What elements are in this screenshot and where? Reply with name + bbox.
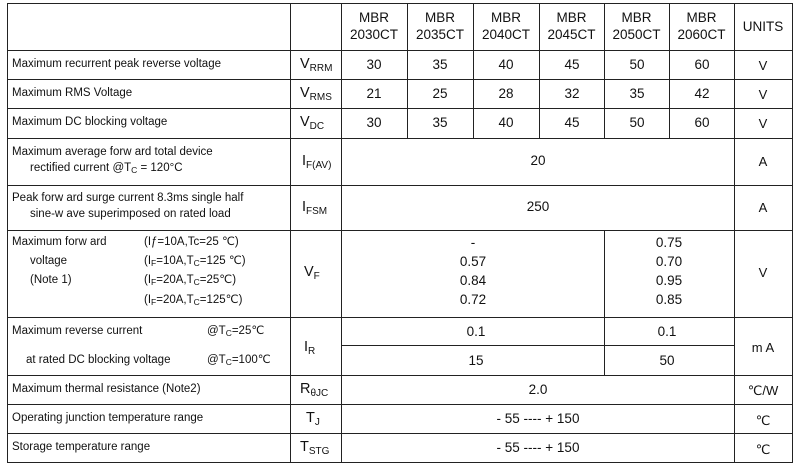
row-ir-condition-2 <box>207 355 271 367</box>
condition-subscript: C <box>193 297 200 307</box>
symbol-letter: V <box>300 114 310 130</box>
row-vrrm-value-2: 35 <box>432 57 448 72</box>
row-vdc-value-5: 50 <box>629 115 645 130</box>
row-vrrm-value-4: 45 <box>564 57 580 72</box>
row-ir-description-line1: Maximum reverse current <box>12 325 143 337</box>
row-vrrm-value-1: 30 <box>366 57 382 72</box>
symbol-letter: R <box>300 381 311 397</box>
row-vf-right-value-3: 0.95 <box>655 273 683 288</box>
symbol-letter: T <box>306 410 315 426</box>
model-name-line1: MBR <box>491 10 521 25</box>
row-ifsm-description-line2: sine-w ave superimposed on rated load <box>30 208 231 220</box>
model-name-line2: 2030CT <box>349 26 399 42</box>
row-tj-description: Operating junction temperature range <box>12 412 204 424</box>
row-vf-condition-1: (Iƒ=10A,Tc=25 ℃) <box>144 236 239 248</box>
symbol-letter: I <box>302 199 307 215</box>
condition-subscript: C <box>193 258 200 268</box>
model-name-line2: 2060CT <box>677 26 726 42</box>
condition-subscript: F <box>151 258 157 268</box>
row-vdc-value-2: 35 <box>432 115 448 130</box>
row-ir-left-value-2: 15 <box>468 353 484 368</box>
row-tj-value: - 55 ---- + 150 <box>496 411 580 426</box>
symbol-subscript: F <box>313 271 320 282</box>
row-ifsm-unit: A <box>758 200 768 215</box>
symbol-subscript: F(AV) <box>306 160 332 171</box>
symbol-letter: I <box>304 339 309 355</box>
row-rth-description: Maximum thermal resistance (Note2) <box>12 383 201 395</box>
row-vrms-description: Maximum RMS Voltage <box>12 87 133 99</box>
model-name-line1: MBR <box>686 10 717 25</box>
condition-text: = 120°C <box>137 162 183 174</box>
row-tstg-unit: ℃ <box>755 442 771 457</box>
row-vf-unit: V <box>758 265 768 280</box>
row-vf-right-value-1: 0.75 <box>655 235 683 250</box>
header-model-1 <box>341 11 407 41</box>
row-tj-symbol <box>306 411 320 428</box>
condition-text: @T <box>207 354 226 366</box>
condition-text: =20A,T <box>156 274 194 286</box>
row-vf-right-value-4: 0.85 <box>655 292 683 307</box>
header-model-4 <box>539 11 604 41</box>
model-name-line2: 2035CT <box>415 26 465 42</box>
row-vf-symbol <box>304 265 320 282</box>
row-ir-symbol <box>304 340 315 357</box>
symbol-subscript: STG <box>308 446 330 457</box>
symbol-letter: V <box>300 85 310 101</box>
condition-text: =125℃) <box>199 294 243 306</box>
header-units: UNITS <box>742 19 784 34</box>
row-vrrm-value-5: 50 <box>629 57 645 72</box>
row-vrrm-value-6: 60 <box>694 57 710 72</box>
symbol-letter: V <box>304 264 314 280</box>
condition-text: =20A,T <box>156 294 194 306</box>
condition-subscript: C <box>225 328 232 338</box>
row-ifav-value: 20 <box>530 153 546 168</box>
row-vdc-description: Maximum DC blocking voltage <box>12 116 168 128</box>
row-ir-condition-1 <box>207 326 264 338</box>
condition-text: @T <box>207 325 226 337</box>
symbol-subscript: J <box>314 417 320 428</box>
condition-text: =25℃ <box>231 325 265 337</box>
model-name-line1: MBR <box>556 10 587 25</box>
row-vdc-value-1: 30 <box>366 115 382 130</box>
symbol-letter: T <box>300 439 309 455</box>
header-model-2 <box>407 11 473 41</box>
row-vrrm-symbol <box>300 57 332 74</box>
row-tj-unit: ℃ <box>755 413 771 428</box>
row-vf-condition-2 <box>144 256 246 268</box>
row-tstg-value: - 55 ---- + 150 <box>496 440 580 455</box>
row-tstg-symbol <box>300 440 329 457</box>
condition-subscript: C <box>225 357 232 367</box>
row-vdc-value-4: 45 <box>564 115 580 130</box>
symbol-subscript: DC <box>309 121 325 132</box>
condition-text: (I <box>144 294 152 306</box>
row-vf-left-value-3: 0.84 <box>459 273 487 288</box>
row-vrms-symbol <box>300 86 332 103</box>
row-vrms-value-2: 25 <box>432 86 448 101</box>
row-vdc-unit: V <box>758 116 768 131</box>
row-tstg-description: Storage temperature range <box>12 441 151 453</box>
model-name-line2: 2040CT <box>481 26 531 42</box>
row-ifsm-symbol <box>302 200 327 217</box>
row-vdc-value-6: 60 <box>694 115 710 130</box>
condition-text: (I <box>144 255 152 267</box>
row-vf-condition-4 <box>144 295 242 307</box>
condition-subscript: F <box>151 297 157 307</box>
symbol-subscript: RRM <box>309 63 333 74</box>
row-vrms-unit: V <box>758 87 768 102</box>
row-vf-left-value-4: 0.72 <box>459 292 487 307</box>
row-ifav-description-line1: Maximum average forw ard total device <box>12 146 213 158</box>
header-model-5 <box>604 11 669 41</box>
condition-text: rectified current @T <box>30 162 132 174</box>
row-rth-unit: ℃/W <box>747 383 779 398</box>
row-ir-description-line2: at rated DC blocking voltage <box>26 354 171 366</box>
condition-text: =125 ℃) <box>199 255 246 267</box>
row-ifav-unit: A <box>758 154 768 169</box>
row-vf-description-line2: voltage <box>30 255 68 267</box>
condition-text: (I <box>144 274 152 286</box>
symbol-subscript: RMS <box>309 92 332 103</box>
row-ir-right-value-2: 50 <box>659 353 675 368</box>
model-name-line1: MBR <box>359 10 389 25</box>
row-vrms-value-4: 32 <box>564 86 580 101</box>
symbol-subscript: θJC <box>310 388 329 399</box>
row-ifav-symbol <box>302 154 331 171</box>
row-vf-right-value-2: 0.70 <box>655 254 683 269</box>
row-ifsm-description-line1: Peak forw ard surge current 8.3ms single half <box>12 192 244 204</box>
header-model-6 <box>669 11 734 41</box>
row-vf-condition-3 <box>144 275 236 287</box>
condition-text: =100℃ <box>231 354 271 366</box>
row-vf-left-value-2: 0.57 <box>459 254 487 269</box>
row-rth-value: 2.0 <box>528 382 548 397</box>
row-vf-description-line3: (Note 1) <box>30 274 72 286</box>
condition-subscript: C <box>131 165 138 175</box>
condition-subscript: F <box>151 277 157 287</box>
symbol-letter: V <box>300 56 310 72</box>
row-vrrm-unit: V <box>758 58 768 73</box>
row-vrrm-description: Maximum recurrent peak reverse voltage <box>12 58 221 70</box>
row-vrms-value-5: 35 <box>629 86 645 101</box>
row-vdc-symbol <box>300 115 324 132</box>
row-vf-left-value-1: - <box>470 235 476 250</box>
model-name-line1: MBR <box>425 10 455 25</box>
model-name-line1: MBR <box>621 10 652 25</box>
condition-subscript: C <box>193 277 200 287</box>
row-rth-symbol <box>300 382 328 399</box>
row-vrms-value-1: 21 <box>366 86 382 101</box>
row-ifav-description-line2 <box>30 163 183 175</box>
model-name-line2: 2045CT <box>547 26 596 42</box>
row-vrms-value-3: 28 <box>498 86 514 101</box>
row-vrrm-value-3: 40 <box>498 57 514 72</box>
row-vdc-value-3: 40 <box>498 115 514 130</box>
header-model-3 <box>473 11 539 41</box>
row-vf-description-line1: Maximum forw ard <box>12 236 107 248</box>
symbol-subscript: R <box>308 346 316 357</box>
condition-text: =10A,T <box>156 255 194 267</box>
symbol-letter: I <box>302 153 307 169</box>
row-ir-left-value-1: 0.1 <box>466 324 486 339</box>
row-ifsm-value: 250 <box>526 199 550 214</box>
symbol-subscript: FSM <box>306 206 328 217</box>
row-vrms-value-6: 42 <box>694 86 710 101</box>
condition-text: =25℃) <box>199 274 237 286</box>
row-ir-unit: m A <box>751 340 775 355</box>
model-name-line2: 2050CT <box>612 26 661 42</box>
row-ir-right-value-1: 0.1 <box>657 324 677 339</box>
